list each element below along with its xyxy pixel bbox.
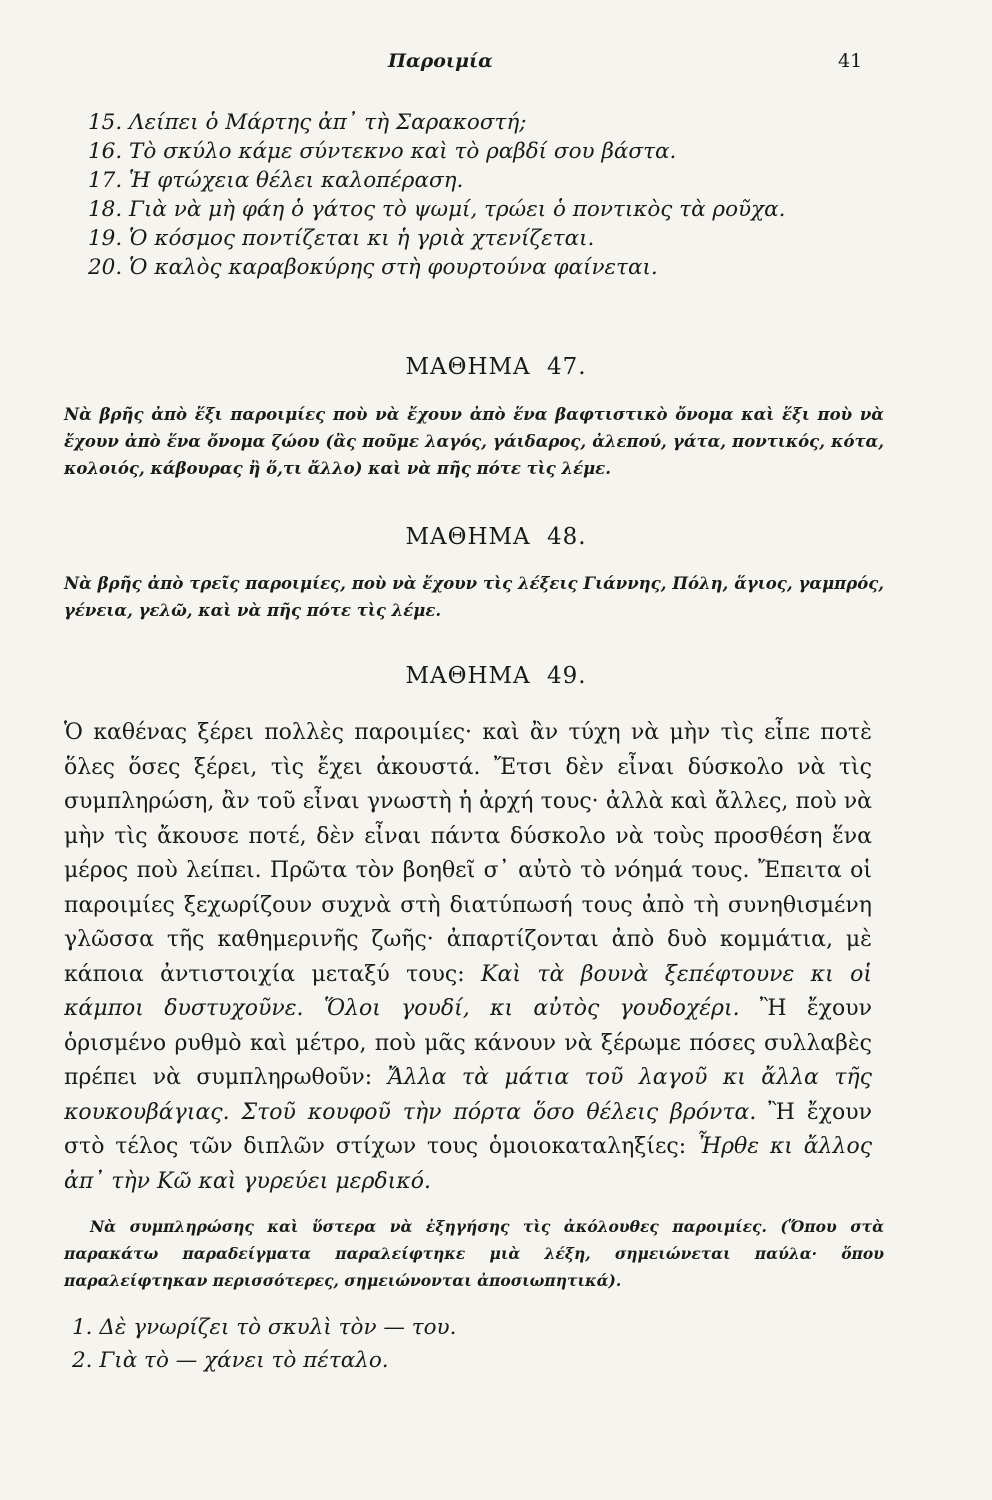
item-text: Λείπει ὁ Μάρτης ἀπ᾽ τὴ Σαρακοστή; bbox=[129, 110, 527, 135]
exercise-intro-text: Νὰ συμπληρώσης καὶ ὕστερα νὰ ἐξηγήσης τὶς ἀκόλουθες παροιμίες. (Ὅπου στὰ παρακάτω παραδείγματα παραλείφτηκε μιὰ λέξη, σημειώνεται παύλα· ὅπου παραλείφτηκαν περισσότερες, σημειώνονται ἀποσιωπητικά). bbox=[64, 1217, 884, 1290]
page-number: 41 bbox=[838, 50, 863, 72]
item-number: 15. bbox=[88, 110, 123, 135]
example-proverb: Ἦρθε κι ἄλλος ἀπ᾽ τὴν Κῶ καὶ γυρεύει μερδικό. bbox=[64, 1134, 873, 1194]
body-paragraph-part: Ὁ καθένας ξέρει πολλὲς παροιμίες· καὶ ἂν τύχη νὰ μὴν τὶς εἶπε ποτὲ ὅλες ὅσες ξέρει, τὶς ἔχει ἀκουστά. Ἔτσι δὲν εἶναι δύσκολο νὰ τὶς συμπληρώση, ἂν τοῦ εἶναι γνωστὴ ἡ ἀρχή τους· ἀλλὰ καὶ ἄλλες, ποὺ νὰ μὴν τὶς ἄκουσε ποτέ, δὲν εἶναι πάντα δύσκολο νὰ τοὺς προσθέση ἕνα μέρος ποὺ λείπει. Πρῶτα τὸν βοηθεῖ σ᾽ αὐτὸ τὸ νόημά τους. Ἔπειτα οἱ παροιμίες ξεχωρίζουν συχνὰ στὴ διατύπωσή τους ἀπὸ τὴ συνηθισμένη γλῶσσα τῆς καθημερινῆς ζωῆς· ἀπαρτίζονται ἀπὸ δυὸ κομμάτια, μὲ κάποια ἀντιστοιχία μεταξύ τους: bbox=[64, 720, 872, 987]
item-number: 17. bbox=[88, 168, 123, 193]
item-number: 20. bbox=[88, 255, 123, 280]
lesson-number: 48. bbox=[546, 524, 587, 550]
lesson-49-heading bbox=[0, 663, 992, 689]
example-proverb: Καὶ τὰ βουνὰ ξεπέφτουνε κι οἱ κάμποι δυστυχοῦνε. bbox=[64, 961, 873, 1021]
proverb-item bbox=[88, 108, 888, 137]
body-paragraph-part: Ἢ ἔχουν στὸ τέλος τῶν διπλῶν στίχων τους ὁμοιοκαταληξίες: bbox=[64, 1099, 873, 1159]
item-text: Τὸ σκύλο κάμε σύντεκνο καὶ τὸ ραβδί σου βάστα. bbox=[129, 139, 677, 164]
lesson-number: 47. bbox=[546, 354, 587, 380]
item-number: 2. bbox=[72, 1348, 93, 1373]
item-number: 16. bbox=[88, 139, 123, 164]
item-text: Γιὰ τὸ — χάνει τὸ πέταλο. bbox=[99, 1348, 389, 1373]
lesson-47-heading bbox=[0, 354, 992, 380]
lesson-number: 49. bbox=[546, 663, 587, 689]
item-number: 19. bbox=[88, 226, 123, 251]
item-text: Ὁ κόσμος ποντίζεται κι ἡ γριὰ χτενίζεται. bbox=[129, 226, 595, 251]
proverb-item bbox=[88, 166, 888, 195]
body-paragraph-part: Ἢ ἔχουν ὁρισμένο ρυθμὸ καὶ μέτρο, ποὺ μᾶς κάνουν νὰ ξέρωμε πόσες συλλαβὲς πρέπει νὰ συμπληρωθοῦν: bbox=[64, 996, 872, 1090]
proverb-item bbox=[88, 224, 888, 253]
exercise-item bbox=[72, 1344, 872, 1377]
proverb-item bbox=[88, 137, 888, 166]
exercise-item bbox=[72, 1311, 872, 1344]
page-header bbox=[0, 50, 992, 80]
exercise-list bbox=[72, 1311, 872, 1377]
lesson-title: ΜΑΘΗΜΑ bbox=[405, 663, 531, 689]
item-text: Δὲ γνωρίζει τὸ σκυλὶ τὸν — του. bbox=[99, 1315, 457, 1340]
item-text: Γιὰ νὰ μὴ φάη ὁ γάτος τὸ ψωμί, τρώει ὁ ποντικὸς τὰ ροῦχα. bbox=[129, 197, 786, 222]
item-number: 1. bbox=[72, 1315, 93, 1340]
proverb-list bbox=[88, 108, 888, 282]
item-text: Ὁ καλὸς καραβοκύρης στὴ φουρτούνα φαίνεται. bbox=[129, 255, 658, 280]
item-text: Ἡ φτώχεια θέλει καλοπέραση. bbox=[129, 168, 464, 193]
example-proverb: Στοῦ κουφοῦ τὴν πόρτα ὅσο θέλεις βρόντα. bbox=[241, 1099, 757, 1125]
exercise-instruction bbox=[64, 1213, 884, 1294]
lesson-48-instruction: Νὰ βρῆς ἀπὸ τρεῖς παροιμίες, ποὺ νὰ ἔχουν τὶς λέξεις Γιάννης, Πόλη, ἅγιος, γαμπρός, γένεια, γελῶ, καὶ νὰ πῆς πότε τὶς λέμε. bbox=[64, 574, 884, 620]
lesson-49-body bbox=[64, 716, 872, 1199]
example-proverb: Ὅλοι γουδί, κι αὐτὸς γουδοχέρι. bbox=[323, 996, 740, 1021]
running-title: Παροιμία bbox=[388, 50, 493, 72]
proverb-item bbox=[88, 195, 888, 224]
proverb-item bbox=[88, 253, 888, 282]
lesson-title: ΜΑΘΗΜΑ bbox=[405, 524, 531, 550]
lesson-48-heading bbox=[0, 524, 992, 550]
item-number: 18. bbox=[88, 197, 123, 222]
example-proverb: Ἄλλα τὰ μάτια τοῦ λαγοῦ κι ἄλλα τῆς κουκουβάγιας. bbox=[64, 1065, 872, 1125]
lesson-47-instruction: Νὰ βρῆς ἀπὸ ἕξι παροιμίες ποὺ νὰ ἔχουν ἀπὸ ἕνα βαφτιστικὸ ὄνομα καὶ ἕξι ποὺ νὰ ἔχουν ἀπὸ ἕνα ὄνομα ζώου (ἂς ποῦμε λαγός, γάιδαρος, ἀλεπού, γάτα, ποντικός, κότα, κολοιός, κάβουρας ἢ ὅ,τι ἄλλο) καὶ νὰ πῆς πότε τὶς λέμε. bbox=[64, 405, 884, 478]
lesson-title: ΜΑΘΗΜΑ bbox=[405, 354, 531, 380]
